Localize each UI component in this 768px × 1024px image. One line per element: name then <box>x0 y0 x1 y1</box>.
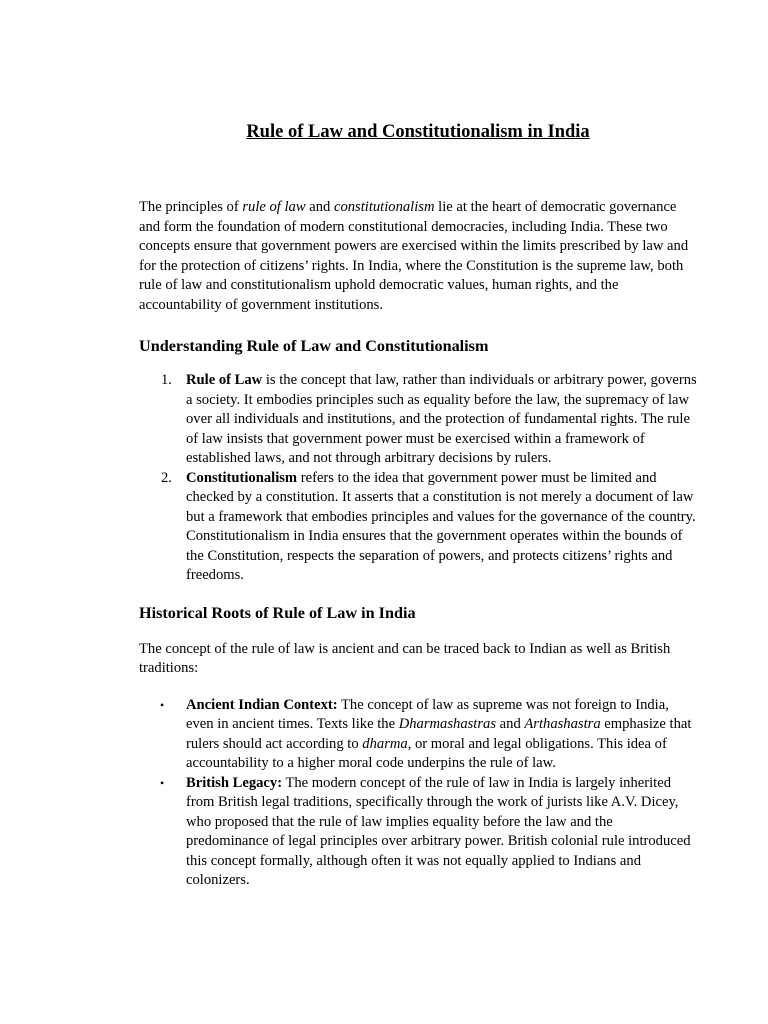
list-text: emphasize that rulers should act according to <box>186 716 692 752</box>
list-text: The modern concept of the rule of law in India is largely inherited from British legal traditions, specifically through the work of jurists like A.V. Dicey, who proposed that the rule of law implies equality before the law and the predominance of legal principles over arbitrary power. British colonial rule introduced this concept formally, although often it was not equally applied to Indians and colonizers. <box>186 774 691 888</box>
bulleted-list <box>139 696 699 891</box>
list-term: Rule of Law <box>186 372 263 388</box>
historical-intro-paragraph: The concept of the rule of law is ancient and can be traced back to Indian as well as British traditions: <box>139 640 671 676</box>
section-heading-historical-roots: Historical Roots of Rule of Law in India <box>139 603 416 622</box>
intro-text-1: The principles of <box>139 199 243 215</box>
document-body <box>139 198 699 891</box>
intro-text-2: and <box>305 199 334 215</box>
list-item-constitutionalism <box>139 469 699 586</box>
list-item-ancient-indian-context <box>139 696 699 774</box>
bullet-icon: • <box>160 775 165 790</box>
italic-dharma: dharma <box>362 735 408 752</box>
section-heading-understanding: Understanding Rule of Law and Constitutionalism <box>139 337 489 355</box>
list-text: is the concept that law, rather than individuals or arbitrary power, governs a society. It embodies principles such as equality before the law, the supremacy of law over all individuals and institutions, and the protection of fundamental rights. The rule of law insists that government power must be exercised within a framework of established laws, and not through arbitrary decisions by rulers. <box>186 372 697 466</box>
intro-paragraph <box>139 198 699 315</box>
list-term: Ancient Indian Context: <box>186 696 338 713</box>
list-text: The concept of law as supreme was not foreign to India, even in ancient times. Texts like the <box>186 696 669 732</box>
list-term: Constitutionalism <box>186 469 298 486</box>
list-item-rule-of-law <box>139 371 699 469</box>
list-number: 2. <box>161 469 172 486</box>
list-number: 1. <box>161 372 172 388</box>
intro-italic-constitutionalism: constitutionalism <box>333 199 435 215</box>
list-text: refers to the idea that government power must be limited and checked by a constitution. It asserts that a constitution is not merely a document of law but a framework that embodies principles and values for the governance of the country. Constitutionalism in India ensures that the government operates within the bounds of the Constitution, respects the separation of powers, and protects citizens’ rights and freedoms. <box>186 469 696 583</box>
italic-arthashastra: Arthashastra <box>524 716 601 732</box>
bullet-icon: • <box>160 697 165 712</box>
numbered-list <box>139 371 699 586</box>
document-title: Rule of Law and Constitutionalism in India <box>246 122 590 142</box>
list-text: , or moral and legal obligations. This idea of accountability to a higher moral code underpins the rule of law. <box>186 735 667 771</box>
italic-dharmashastras: Dharmashastras <box>398 716 497 732</box>
intro-text-3: lie at the heart of democratic governance and form the foundation of modern constitutional democracies, including India. These two concepts ensure that government powers are exercised within the limits prescribed by law and for the protection of citizens’ rights. In India, where the Constitution is the supreme law, both rule of law and constitutionalism uphold democratic values, human rights, and the accountability of government institutions. <box>139 199 689 313</box>
intro-italic-rule-of-law: rule of law <box>242 199 306 215</box>
list-term: British Legacy: <box>186 774 283 791</box>
list-text: and <box>496 716 525 732</box>
list-item-british-legacy <box>139 774 699 891</box>
